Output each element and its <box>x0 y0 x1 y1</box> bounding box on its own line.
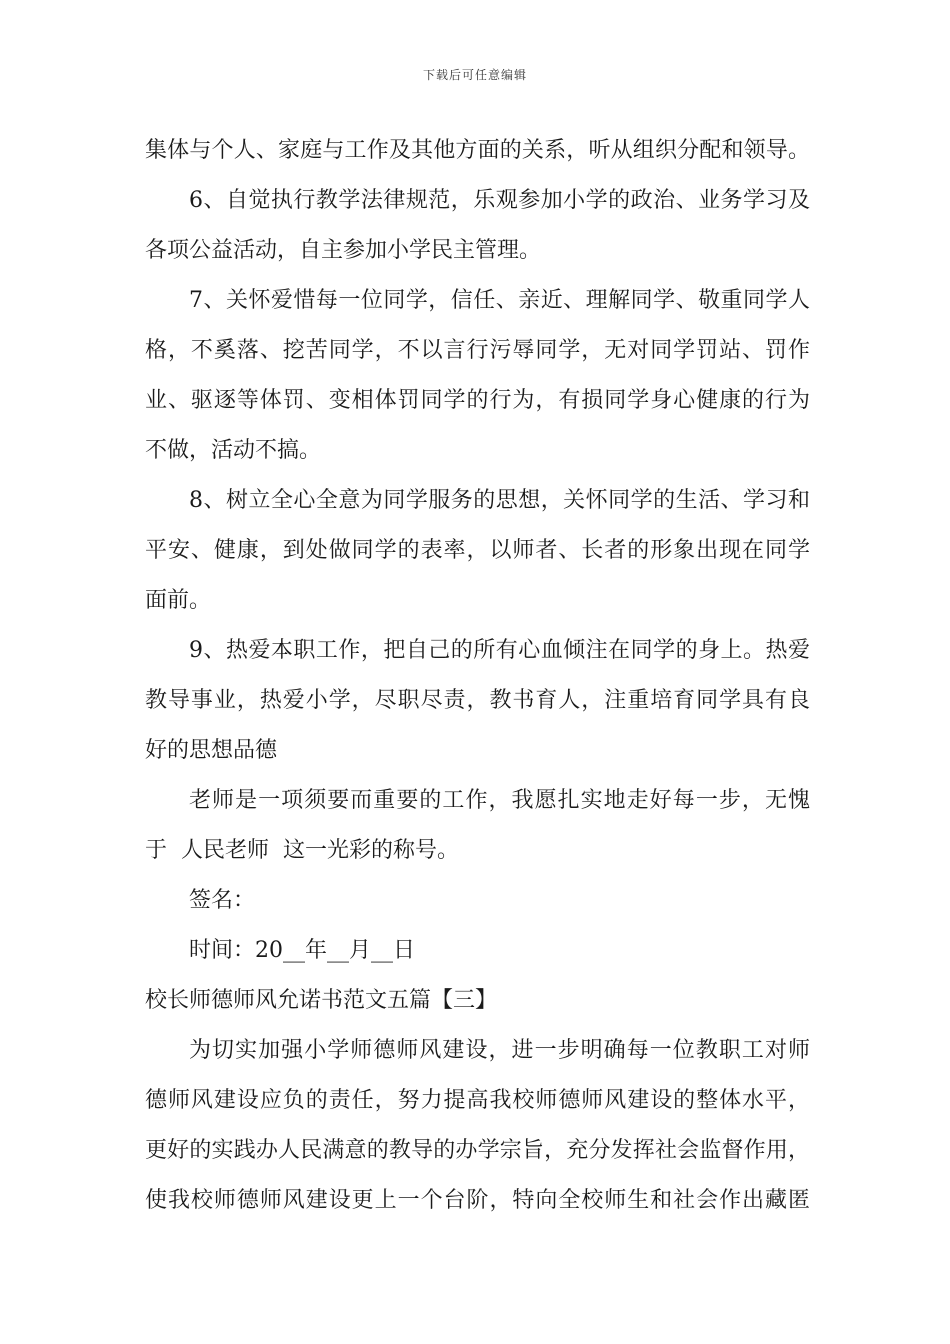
text-line: 7、关怀爱惜每一位同学，信任、亲近、理解同学、敬重同学人 <box>189 288 810 313</box>
text-line: 9、热爱本职工作，把自己的所有心血倾注在同学的身上。热爱 <box>189 638 810 663</box>
section-heading: 校长师德师风允诺书范文五篇【三】 <box>145 988 498 1013</box>
text-line: 6、自觉执行教学法律规范，乐观参加小学的政治、业务学习及 <box>189 188 810 213</box>
signature-label: 签名： <box>189 888 256 913</box>
page-header-note: 下载后可任意编辑 <box>422 68 527 82</box>
text-line: 更好的实践办人民满意的教导的办学宗旨，充分发挥社会监督作用， <box>145 1138 810 1163</box>
text-line: 好的思想品德 <box>145 738 278 763</box>
text-line: 老师是一项须要而重要的工作，我愿扎实地走好每一步，无愧 <box>189 788 810 813</box>
text-line: 于 人民老师 这一光彩的称号。 <box>145 838 459 863</box>
text-line: 格，不奚落、挖苦同学，不以言行污辱同学，无对同学罚站、罚作 <box>145 338 810 363</box>
date-line: 时间：20__年__月__日 <box>189 938 415 963</box>
text-line: 各项公益活动，自主参加小学民主管理。 <box>145 238 542 263</box>
text-line: 平安、健康，到处做同学的表率，以师者、长者的形象出现在同学 <box>145 538 810 563</box>
text-line: 不做，活动不搞。 <box>145 438 322 463</box>
text-line: 面前。 <box>145 588 212 613</box>
text-line: 使我校师德师风建设更上一个台阶，特向全校师生和社会作出藏匿 <box>145 1188 810 1213</box>
text-line: 教导事业，热爱小学，尽职尽责，教书育人，注重培育同学具有良 <box>145 688 810 713</box>
text-line: 德师风建设应负的责任，努力提高我校师德师风建设的整体水平， <box>145 1088 810 1113</box>
text-line: 业、驱逐等体罚、变相体罚同学的行为，有损同学身心健康的行为 <box>145 388 810 413</box>
document-body <box>145 126 810 1226</box>
text-line: 为切实加强小学师德师风建设，进一步明确每一位教职工对师 <box>189 1038 810 1063</box>
text-line: 8、树立全心全意为同学服务的思想，关怀同学的生活、学习和 <box>189 488 810 513</box>
text-line: 集体与个人、家庭与工作及其他方面的关系，听从组织分配和领导。 <box>145 138 810 163</box>
